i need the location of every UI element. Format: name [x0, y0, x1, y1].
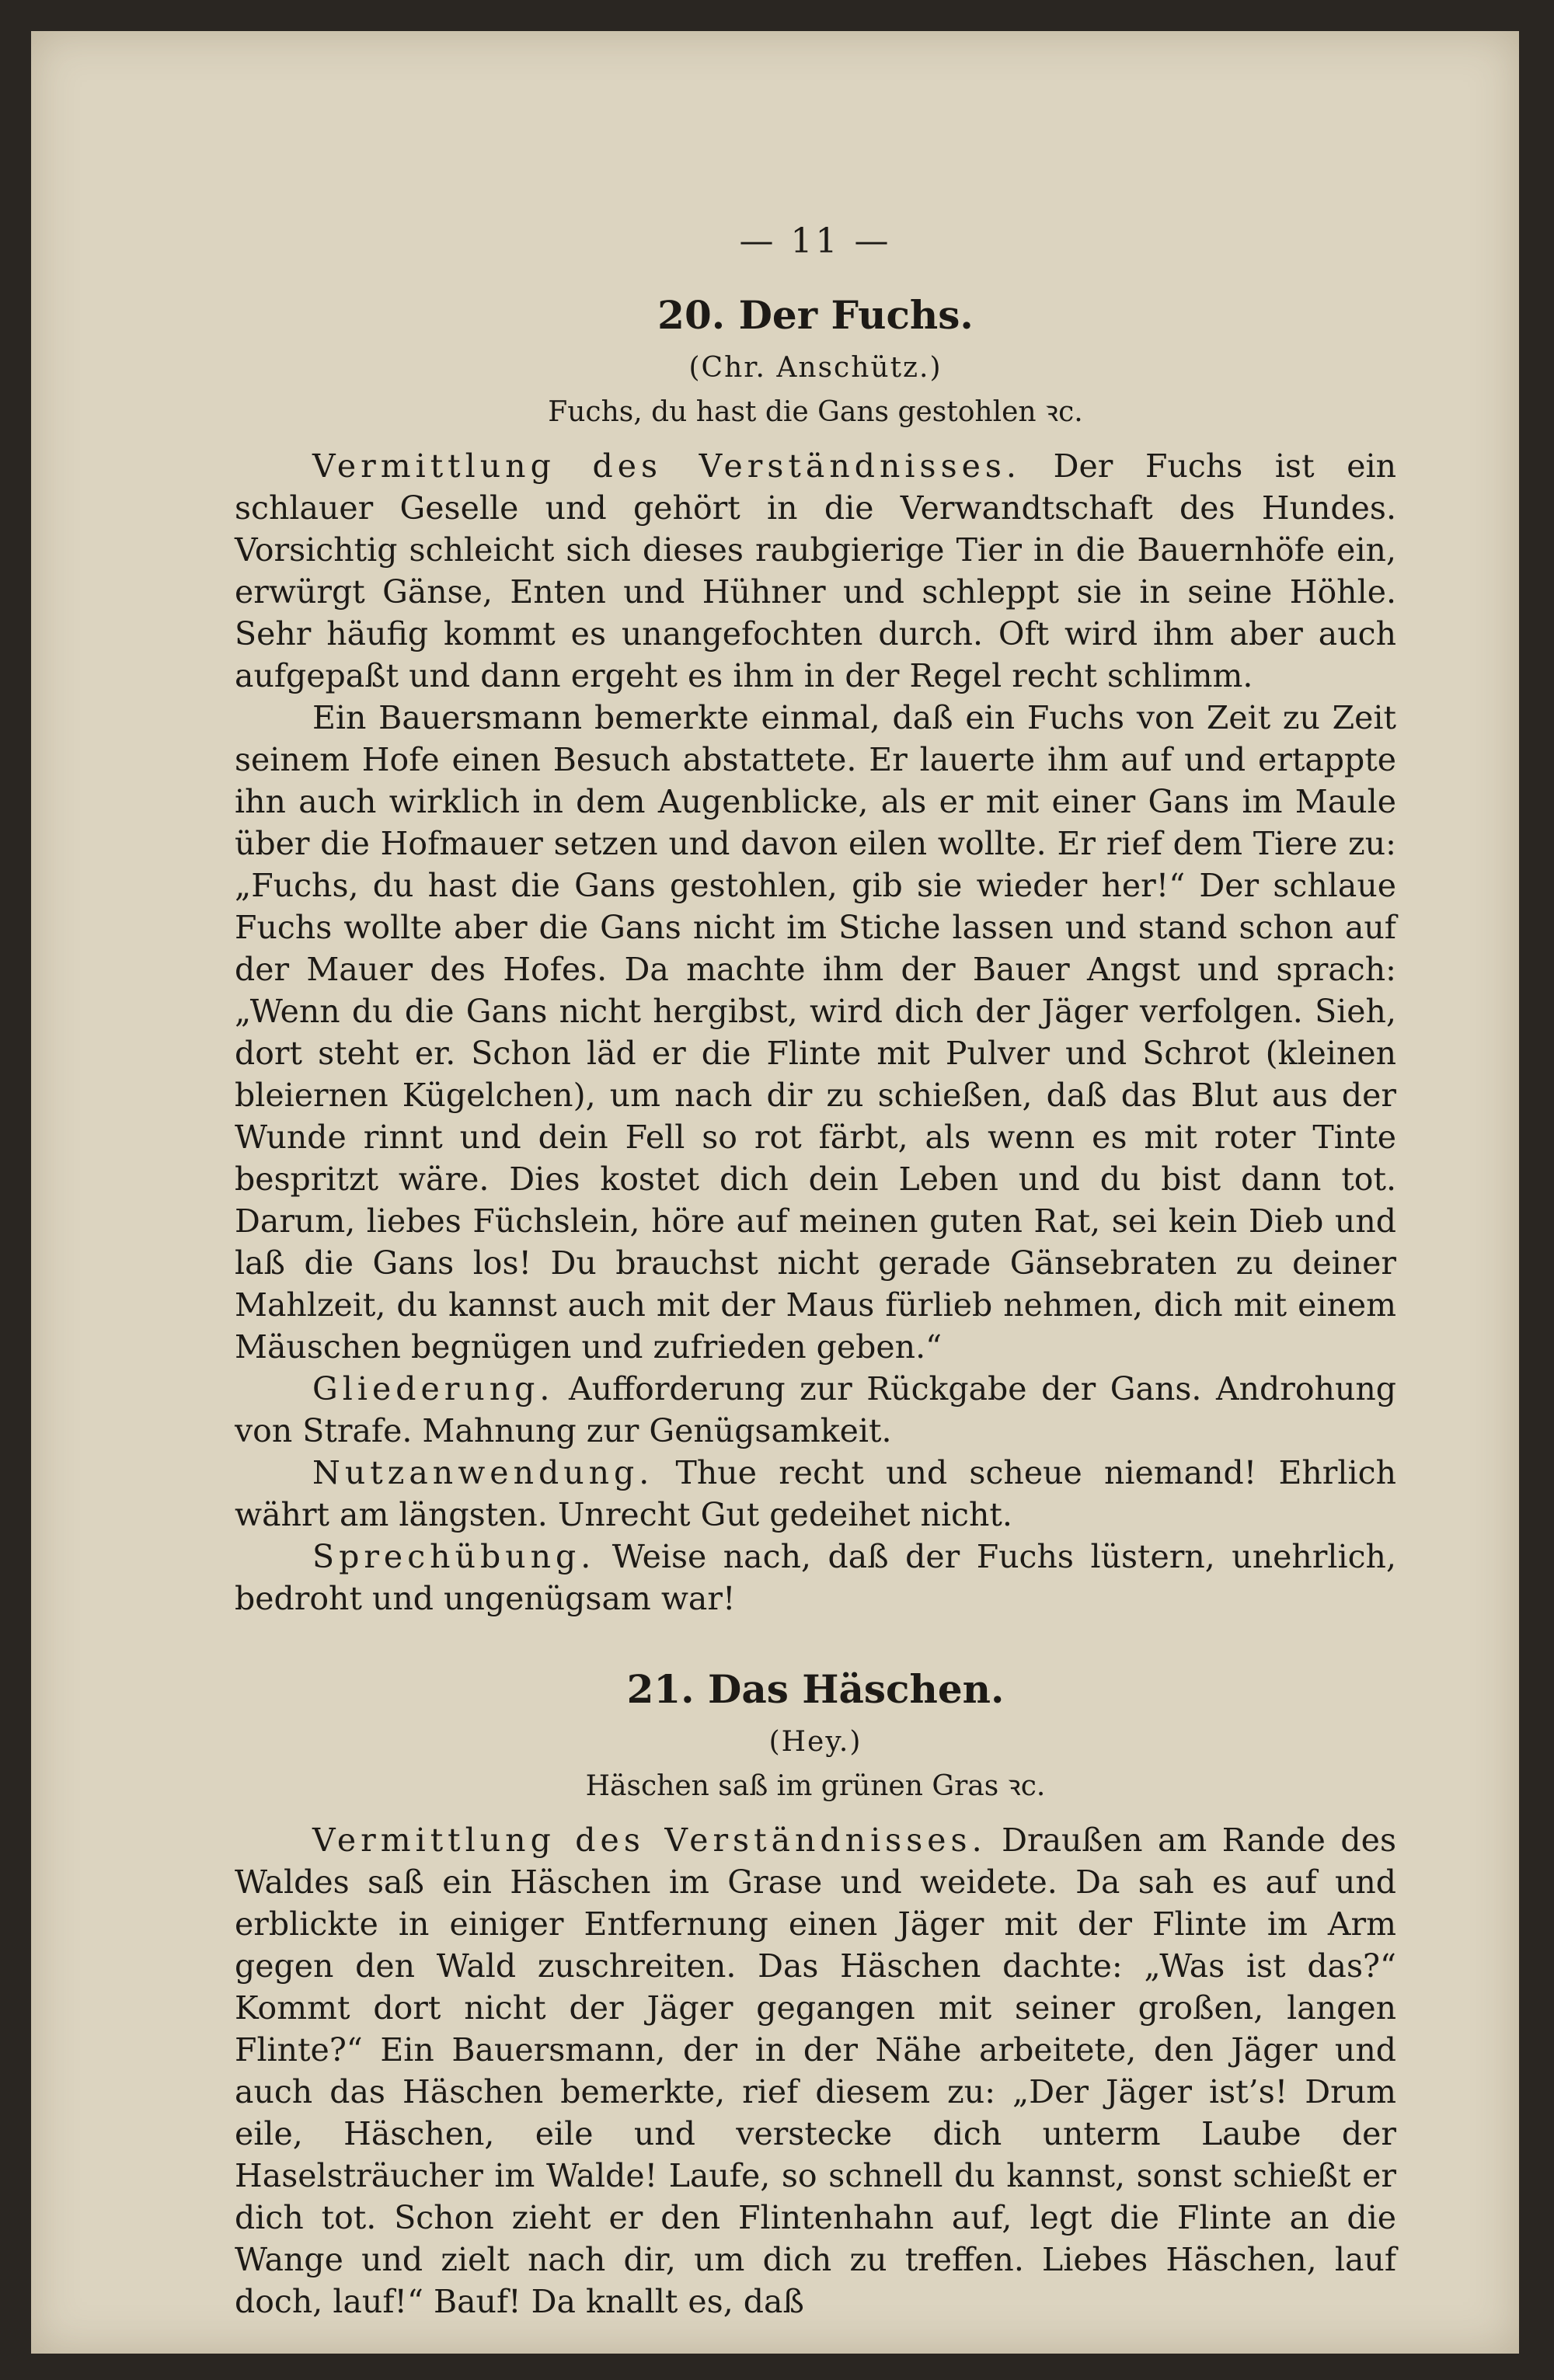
- section-author: (Hey.): [768, 1726, 862, 1758]
- book-page: [31, 31, 1519, 2354]
- section-fuchs: [235, 292, 1396, 1620]
- paragraph: [235, 445, 1396, 697]
- paragraph-text: Ein Bauersmann bemerkte einmal, daß ein Fuchs von Zeit zu Zeit seinem Hofe einen Besuch abstattete. Er lauerte ihm auf und ertappte ihn auch wirklich in dem Augenblicke, als er mit einer Gans im Maule über die Hofmauer setzen und davon eilen wollte. Er rief dem Tiere zu: „Fuchs, du hast die Gans gestohlen, gib sie wieder her!“ Der schlaue Fuchs wollte aber die Gans nicht im Stiche lassen und stand schon auf der Mauer des Hofes. Da machte ihm der Bauer Angst und sprach: „Wenn du die Gans nicht hergibst, wird dich der Jäger verfolgen. Sieh, dort steht er. Schon läd er die Flinte mit Pulver und Schrot (kleinen bleiernen Kügelchen), um nach dir zu schießen, daß das Blut aus der Wunde rinnt und dein Fell so rot färbt, als wenn es mit roter Tinte bespritzt wäre. Dies kostet dich dein Leben und du bist dann tot. Darum, liebes Füchslein, höre auf meinen guten Rat, sei kein Dieb und laß die Gans los! Du brauchst nicht gerade Gänsebraten zu deiner Mahlzeit, du kannst auch mit der Maus fürlieb nehmen, dich mit einem Mäuschen begnügen und zufrieden geben.“: [235, 699, 1396, 1366]
- paragraph-label: Gliederung.: [312, 1370, 555, 1407]
- paragraph: [235, 1452, 1396, 1536]
- paragraph-label: Vermittlung des Verständnisses.: [312, 447, 1021, 485]
- paragraph-label: Vermittlung des Verständnisses.: [312, 1822, 987, 1859]
- section-title: 21. Das Häschen.: [626, 1666, 1005, 1712]
- paragraph: [235, 1368, 1396, 1452]
- text-column: [235, 221, 1396, 2323]
- paragraph: [235, 697, 1396, 1368]
- paragraph-text: Weise nach, daß der Fuchs lüstern, unehrlich, bedroht und ungenügsam war!: [235, 1538, 1396, 1617]
- paragraph: [235, 1536, 1396, 1620]
- section-haeschen: [235, 1666, 1396, 2323]
- poem-incipit: Fuchs, du hast die Gans gestohlen ꝛc.: [548, 396, 1083, 428]
- paragraph-label: Sprechübung.: [312, 1538, 596, 1575]
- paragraph-label: Nutzanwendung.: [312, 1454, 654, 1491]
- paragraph-text: Der Fuchs ist ein schlauer Geselle und gehört in die Verwandtschaft des Hundes. Vorsichtig schleicht sich dieses raubgierige Tier in die Bauernhöfe ein, erwürgt Gänse, Enten und Hühner und schleppt sie in seine Höhle. Sehr häufig kommt es unangefochten durch. Oft wird ihm aber auch aufgepaßt und dann ergeht es ihm in der Regel recht schlimm.: [235, 447, 1396, 694]
- paragraph-text: Thue recht und scheue niemand! Ehrlich währt am längsten. Unrecht Gut gedeihet nicht.: [235, 1454, 1396, 1533]
- paragraph: [235, 1819, 1396, 2323]
- section-title: 20. Der Fuchs.: [657, 292, 974, 338]
- section-author: (Chr. Anschütz.): [688, 352, 943, 384]
- poem-incipit: Häschen saß im grünen Gras ꝛc.: [585, 1770, 1046, 1802]
- paragraph-text: Draußen am Rande des Waldes saß ein Häschen im Grase und weidete. Da sah es auf und erblickte in einiger Entfernung einen Jäger mit der Flinte im Arm gegen den Wald zuschreiten. Das Häschen dachte: „Was ist das?“ Kommt dort nicht der Jäger gegangen mit seiner großen, langen Flinte?“ Ein Bauersmann, der in der Nähe arbeitete, den Jäger und auch das Häschen bemerkte, rief diesem zu: „Der Jäger ist’s! Drum eile, Häschen, eile und verstecke dich unterm Laube der Haselsträucher im Walde! Laufe, so schnell du kannst, sonst schießt er dich tot. Schon zieht er den Flintenhahn auf, legt die Flinte an die Wange und zielt nach dir, um dich zu treffen. Liebes Häschen, lauf doch, lauf!“ Bauf! Da knallt es, daß: [235, 1822, 1396, 2320]
- page-number: — 11 —: [739, 221, 892, 261]
- paragraph-text: Aufforderung zur Rückgabe der Gans. Androhung von Strafe. Mahnung zur Genügsamkeit.: [235, 1370, 1396, 1449]
